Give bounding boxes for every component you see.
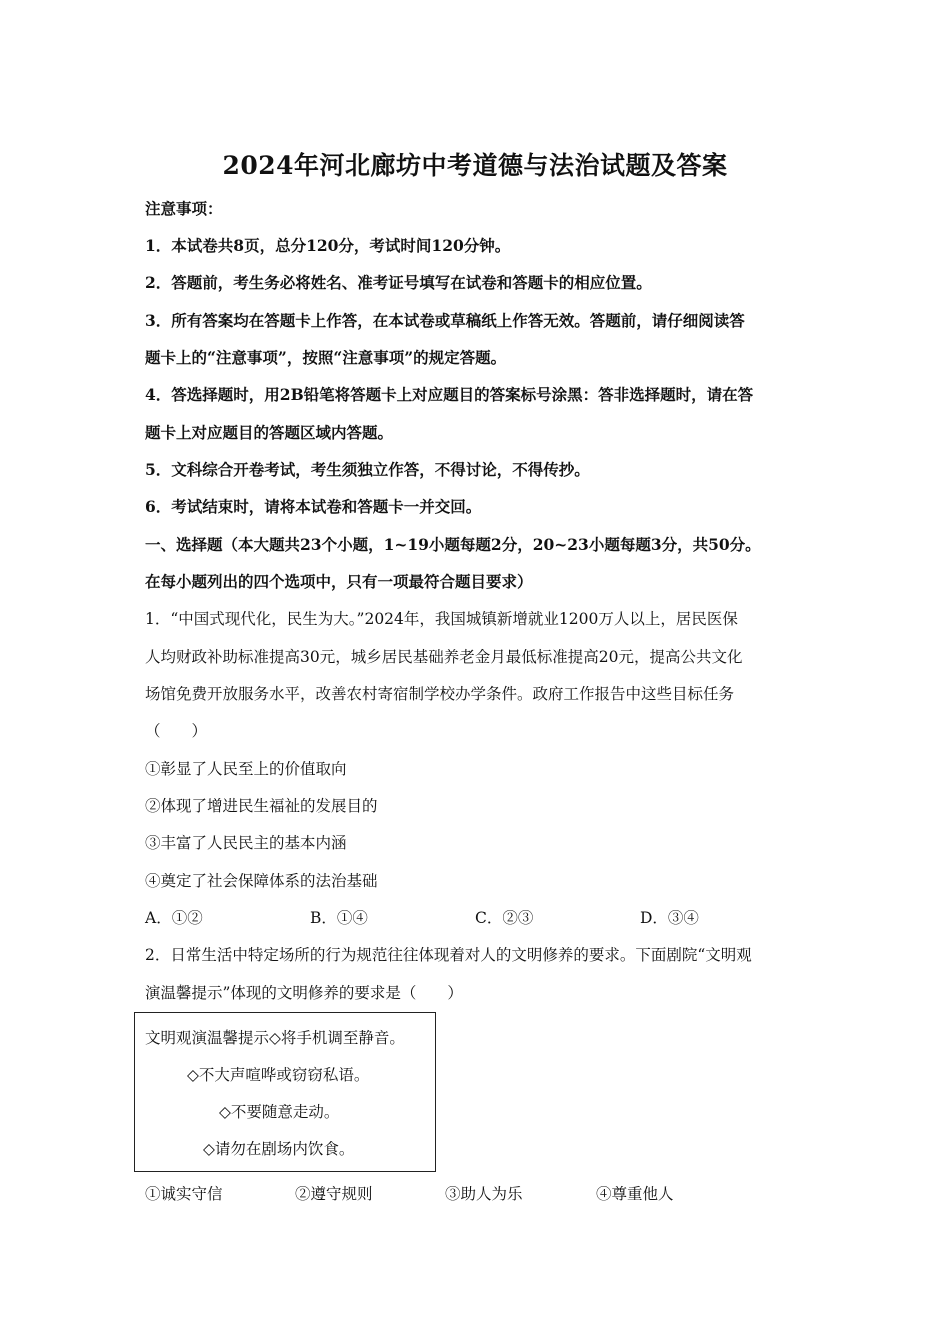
question-1-statement: ③丰富了人民民主的基本内涵	[145, 834, 347, 852]
question-1-text: 人均财政补助标准提高30元，城乡居民基础养老金月最低标准提高20元，提高公共文化	[145, 648, 743, 666]
question-2-text: 2．日常生活中特定场所的行为规范往往体现着对人的文明修养的要求。下面剧院“文明观	[145, 946, 752, 964]
notice-item: 6．考试结束时，请将本试卷和答题卡一并交回。	[145, 497, 482, 516]
notice-item: 3．所有答案均在答题卡上作答，在本试卷或草稿纸上作答无效。答题前，请仔细阅读答	[145, 311, 745, 330]
notice-item: 2．答题前，考生务必将姓名、准考证号填写在试卷和答题卡的相应位置。	[145, 273, 652, 292]
question-2-statement: ②遵守规则	[295, 1185, 373, 1203]
notice-item: 题卡上的“注意事项”，按照“注意事项”的规定答题。	[145, 348, 507, 367]
notice-heading: 注意事项：	[145, 199, 223, 218]
box-line: ◇请勿在剧场内饮食。	[203, 1140, 355, 1158]
notice-item: 题卡上对应题目的答题区域内答题。	[145, 423, 394, 442]
question-1-option-d: D．③④	[640, 909, 699, 927]
notice-item: 5．文科综合开卷考试，考生须独立作答，不得讨论，不得传抄。	[145, 460, 590, 479]
question-1-statement: ①彰显了人民至上的价值取向	[145, 760, 347, 778]
question-2-statement: ③助人为乐	[445, 1185, 523, 1203]
box-line: ◇不要随意走动。	[219, 1103, 340, 1121]
question-1-answer-blank: （ ）	[145, 722, 208, 740]
box-line: ◇不大声喧哗或窃窃私语。	[187, 1066, 370, 1084]
question-1-statement: ④奠定了社会保障体系的法治基础	[145, 872, 378, 890]
question-1-option-b: B．①④	[310, 909, 368, 927]
question-1-statement: ②体现了增进民生福祉的发展目的	[145, 797, 378, 815]
question-2-text: 演温馨提示”体现的文明修养的要求是（ ）	[145, 984, 463, 1002]
document-title: 2024年河北廊坊中考道德与法治试题及答案	[222, 151, 728, 180]
notice-item: 1．本试卷共8页，总分120分，考试时间120分钟。	[145, 236, 511, 255]
question-1-option-c: C．②③	[475, 909, 534, 927]
section-heading: 一、选择题（本大题共23个小题，1~19小题每题2分，20~23小题每题3分，共50分。	[145, 535, 761, 554]
theater-notice-box	[134, 1012, 436, 1172]
notice-item: 4．答选择题时，用2B铅笔将答题卡上对应题目的答案标号涂黑：答非选择题时，请在答	[145, 385, 754, 404]
box-line: 文明观演温馨提示◇将手机调至静音。	[145, 1029, 405, 1047]
question-2-statement: ④尊重他人	[596, 1185, 674, 1203]
question-1-text: 场馆免费开放服务水平，改善农村寄宿制学校办学条件。政府工作报告中这些目标任务	[145, 685, 735, 703]
question-1-text: 1．“中国式现代化，民生为大。”2024年，我国城镇新增就业1200万人以上，居民医保	[145, 610, 738, 628]
question-2-statement: ①诚实守信	[145, 1185, 223, 1203]
section-heading-cont: 在每小题列出的四个选项中，只有一项最符合题目要求）	[145, 572, 533, 591]
question-1-option-a: A．①②	[145, 909, 203, 927]
